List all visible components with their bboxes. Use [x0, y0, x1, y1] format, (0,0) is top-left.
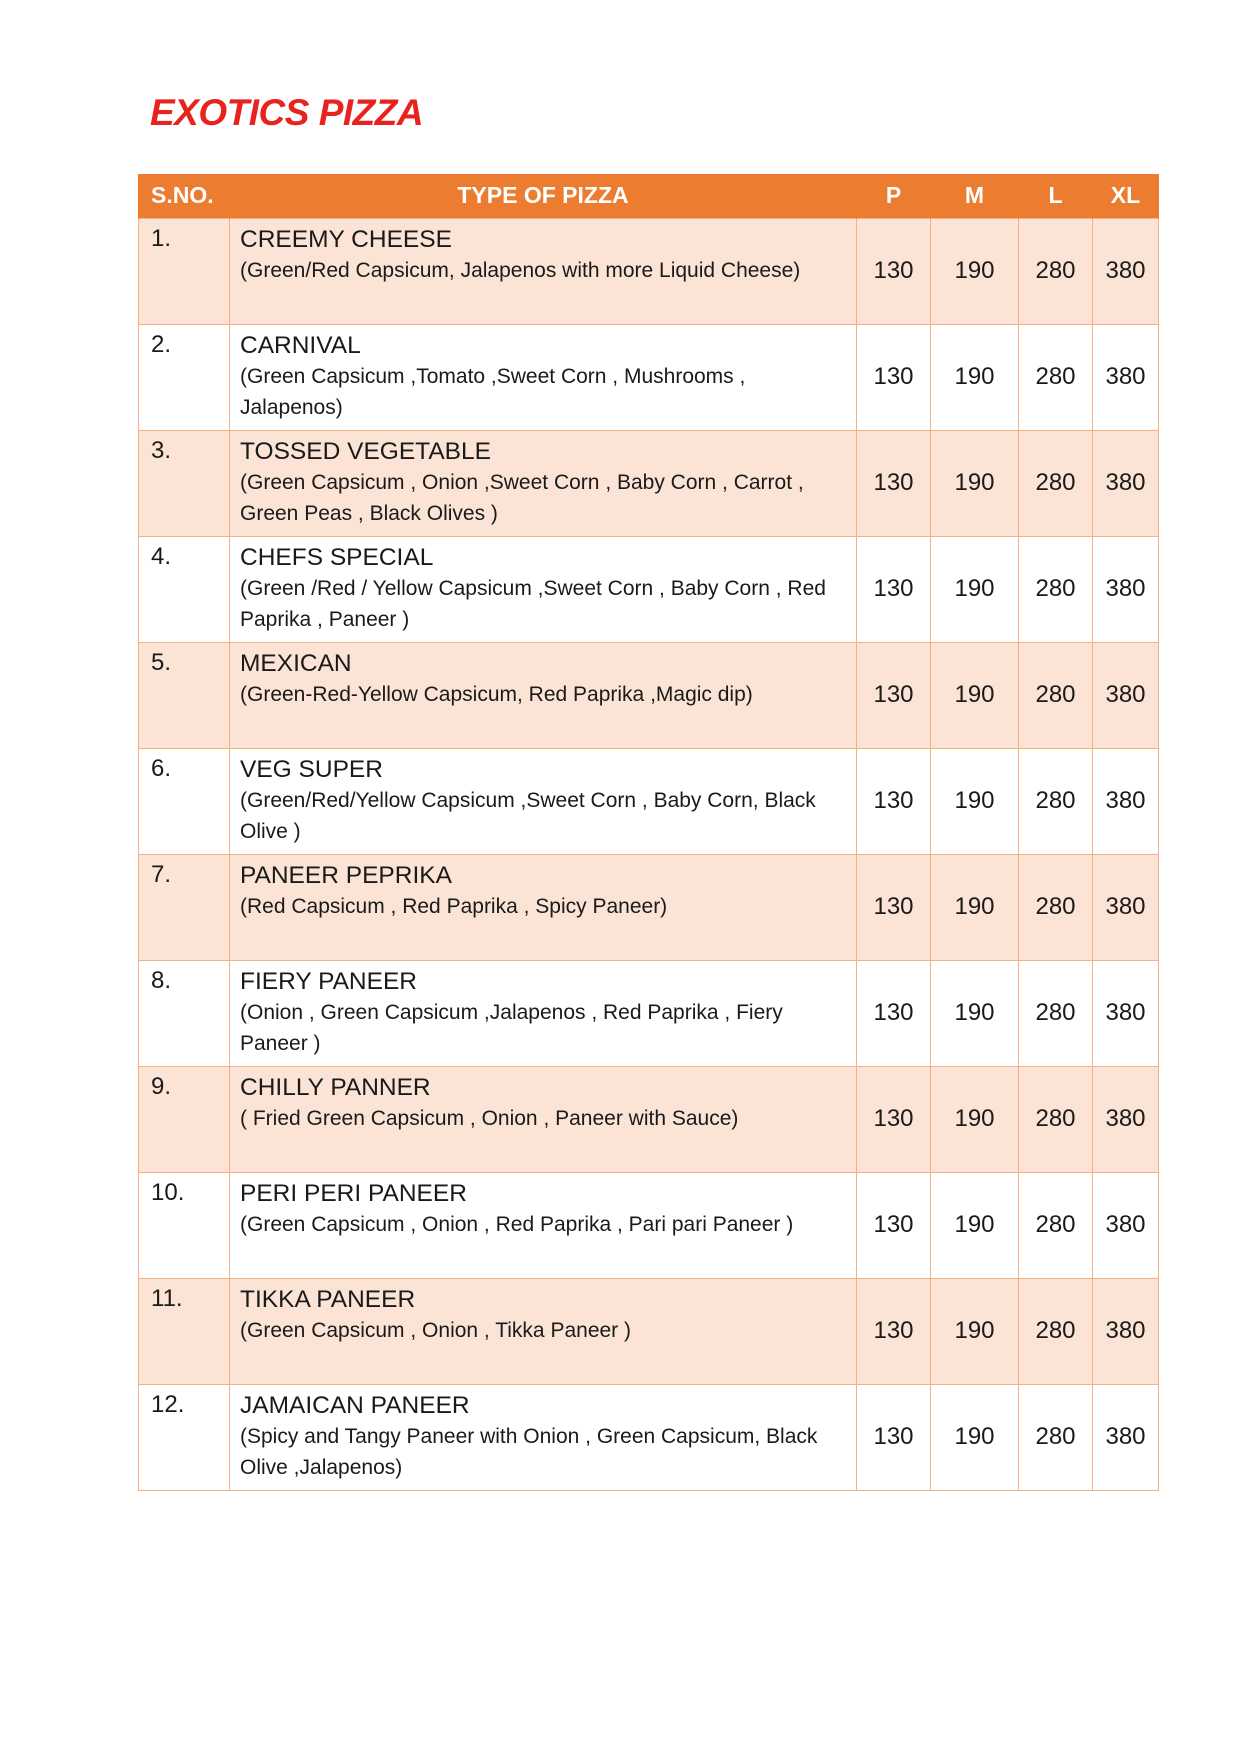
header-m: M	[931, 174, 1019, 218]
price-l: 280	[1019, 430, 1093, 536]
price-xl: 380	[1093, 430, 1159, 536]
serial-number: 9.	[139, 1066, 230, 1172]
pizza-description-cell	[230, 218, 857, 324]
price-l: 280	[1019, 1278, 1093, 1384]
price-p: 130	[857, 748, 931, 854]
table-row	[139, 642, 1159, 748]
pizza-description-cell	[230, 960, 857, 1066]
price-l: 280	[1019, 536, 1093, 642]
pizza-description-cell	[230, 430, 857, 536]
price-p: 130	[857, 854, 931, 960]
pizza-toppings: (Green /Red / Yellow Capsicum ,Sweet Corn , Baby Corn , Red Paprika , Paneer )	[240, 576, 826, 631]
pizza-toppings: (Green Capsicum ,Tomato ,Sweet Corn , Mushrooms , Jalapenos)	[240, 364, 746, 419]
serial-number: 4.	[139, 536, 230, 642]
pizza-name: FIERY PANEER	[240, 967, 418, 995]
pizza-description-cell	[230, 1066, 857, 1172]
price-m: 190	[931, 536, 1019, 642]
pizza-description-cell	[230, 324, 857, 430]
price-m: 190	[931, 1066, 1019, 1172]
serial-number: 2.	[139, 324, 230, 430]
price-p: 130	[857, 536, 931, 642]
price-xl: 380	[1093, 1384, 1159, 1490]
price-m: 190	[931, 1384, 1019, 1490]
price-l: 280	[1019, 854, 1093, 960]
table-row	[139, 748, 1159, 854]
pizza-toppings: (Green Capsicum , Onion , Red Paprika , Pari pari Paneer )	[240, 1212, 794, 1236]
header-p: P	[857, 174, 931, 218]
pizza-description-cell	[230, 1172, 857, 1278]
pizza-toppings: (Green-Red-Yellow Capsicum, Red Paprika ,Magic dip)	[240, 682, 753, 706]
header-sno: S.NO.	[139, 174, 230, 218]
price-m: 190	[931, 748, 1019, 854]
price-xl: 380	[1093, 536, 1159, 642]
serial-number: 10.	[139, 1172, 230, 1278]
pizza-menu-table	[138, 174, 1159, 1491]
price-p: 130	[857, 1066, 931, 1172]
table-row	[139, 854, 1159, 960]
pizza-description-cell	[230, 1278, 857, 1384]
serial-number: 7.	[139, 854, 230, 960]
serial-number: 1.	[139, 218, 230, 324]
header-xl: XL	[1093, 174, 1159, 218]
price-p: 130	[857, 218, 931, 324]
pizza-toppings: (Spicy and Tangy Paneer with Onion , Green Capsicum, Black Olive ,Jalapenos)	[240, 1424, 818, 1479]
price-l: 280	[1019, 748, 1093, 854]
pizza-toppings: (Red Capsicum , Red Paprika , Spicy Paneer)	[240, 894, 668, 918]
price-l: 280	[1019, 642, 1093, 748]
pizza-toppings: (Green Capsicum , Onion ,Sweet Corn , Baby Corn , Carrot , Green Peas , Black Olives )	[240, 470, 804, 525]
price-xl: 380	[1093, 642, 1159, 748]
price-p: 130	[857, 324, 931, 430]
serial-number: 5.	[139, 642, 230, 748]
pizza-description-cell	[230, 854, 857, 960]
price-p: 130	[857, 1172, 931, 1278]
table-row	[139, 536, 1159, 642]
price-p: 130	[857, 642, 931, 748]
pizza-name: PERI PERI PANEER	[240, 1179, 467, 1207]
pizza-name: CREEMY CHEESE	[240, 225, 452, 253]
price-xl: 380	[1093, 748, 1159, 854]
price-p: 130	[857, 1384, 931, 1490]
table-row	[139, 324, 1159, 430]
price-xl: 380	[1093, 1172, 1159, 1278]
price-p: 130	[857, 1278, 931, 1384]
price-xl: 380	[1093, 960, 1159, 1066]
price-l: 280	[1019, 1384, 1093, 1490]
price-m: 190	[931, 1172, 1019, 1278]
table-row	[139, 218, 1159, 324]
table-body	[139, 218, 1159, 1490]
header-l: L	[1019, 174, 1093, 218]
serial-number: 8.	[139, 960, 230, 1066]
serial-number: 11.	[139, 1278, 230, 1384]
pizza-description-cell	[230, 748, 857, 854]
price-xl: 380	[1093, 1066, 1159, 1172]
price-m: 190	[931, 960, 1019, 1066]
pizza-name: CARNIVAL	[240, 331, 361, 359]
page-title: EXOTICS PIZZA	[150, 92, 424, 133]
pizza-name: PANEER PEPRIKA	[240, 861, 452, 889]
pizza-name: TIKKA PANEER	[240, 1285, 416, 1313]
table-row	[139, 1278, 1159, 1384]
pizza-name: TOSSED VEGETABLE	[240, 437, 491, 465]
price-xl: 380	[1093, 1278, 1159, 1384]
pizza-description-cell	[230, 642, 857, 748]
price-p: 130	[857, 430, 931, 536]
pizza-name: JAMAICAN PANEER	[240, 1391, 470, 1419]
serial-number: 6.	[139, 748, 230, 854]
price-l: 280	[1019, 1066, 1093, 1172]
price-p: 130	[857, 960, 931, 1066]
table-row	[139, 1172, 1159, 1278]
table-row	[139, 960, 1159, 1066]
pizza-toppings: (Onion , Green Capsicum ,Jalapenos , Red Paprika , Fiery Paneer )	[240, 1000, 783, 1055]
price-xl: 380	[1093, 324, 1159, 430]
pizza-toppings: (Green Capsicum , Onion , Tikka Paneer )	[240, 1318, 631, 1342]
table-row	[139, 1384, 1159, 1490]
pizza-name: CHILLY PANNER	[240, 1073, 431, 1101]
price-m: 190	[931, 854, 1019, 960]
price-l: 280	[1019, 960, 1093, 1066]
pizza-toppings: (Green/Red Capsicum, Jalapenos with more Liquid Cheese)	[240, 258, 801, 282]
price-l: 280	[1019, 324, 1093, 430]
price-l: 280	[1019, 1172, 1093, 1278]
price-m: 190	[931, 1278, 1019, 1384]
price-m: 190	[931, 430, 1019, 536]
serial-number: 12.	[139, 1384, 230, 1490]
pizza-toppings: (Green/Red/Yellow Capsicum ,Sweet Corn , Baby Corn, Black Olive )	[240, 788, 816, 843]
price-m: 190	[931, 642, 1019, 748]
pizza-description-cell	[230, 1384, 857, 1490]
price-xl: 380	[1093, 854, 1159, 960]
pizza-name: CHEFS SPECIAL	[240, 543, 434, 571]
table-row	[139, 1066, 1159, 1172]
header-type: TYPE OF PIZZA	[230, 174, 857, 218]
pizza-name: VEG SUPER	[240, 755, 383, 783]
pizza-name: MEXICAN	[240, 649, 352, 677]
price-m: 190	[931, 218, 1019, 324]
price-l: 280	[1019, 218, 1093, 324]
pizza-toppings: ( Fried Green Capsicum , Onion , Paneer with Sauce)	[240, 1106, 739, 1130]
serial-number: 3.	[139, 430, 230, 536]
pizza-description-cell	[230, 536, 857, 642]
price-m: 190	[931, 324, 1019, 430]
price-xl: 380	[1093, 218, 1159, 324]
table-row	[139, 430, 1159, 536]
table-header-row	[139, 174, 1159, 218]
